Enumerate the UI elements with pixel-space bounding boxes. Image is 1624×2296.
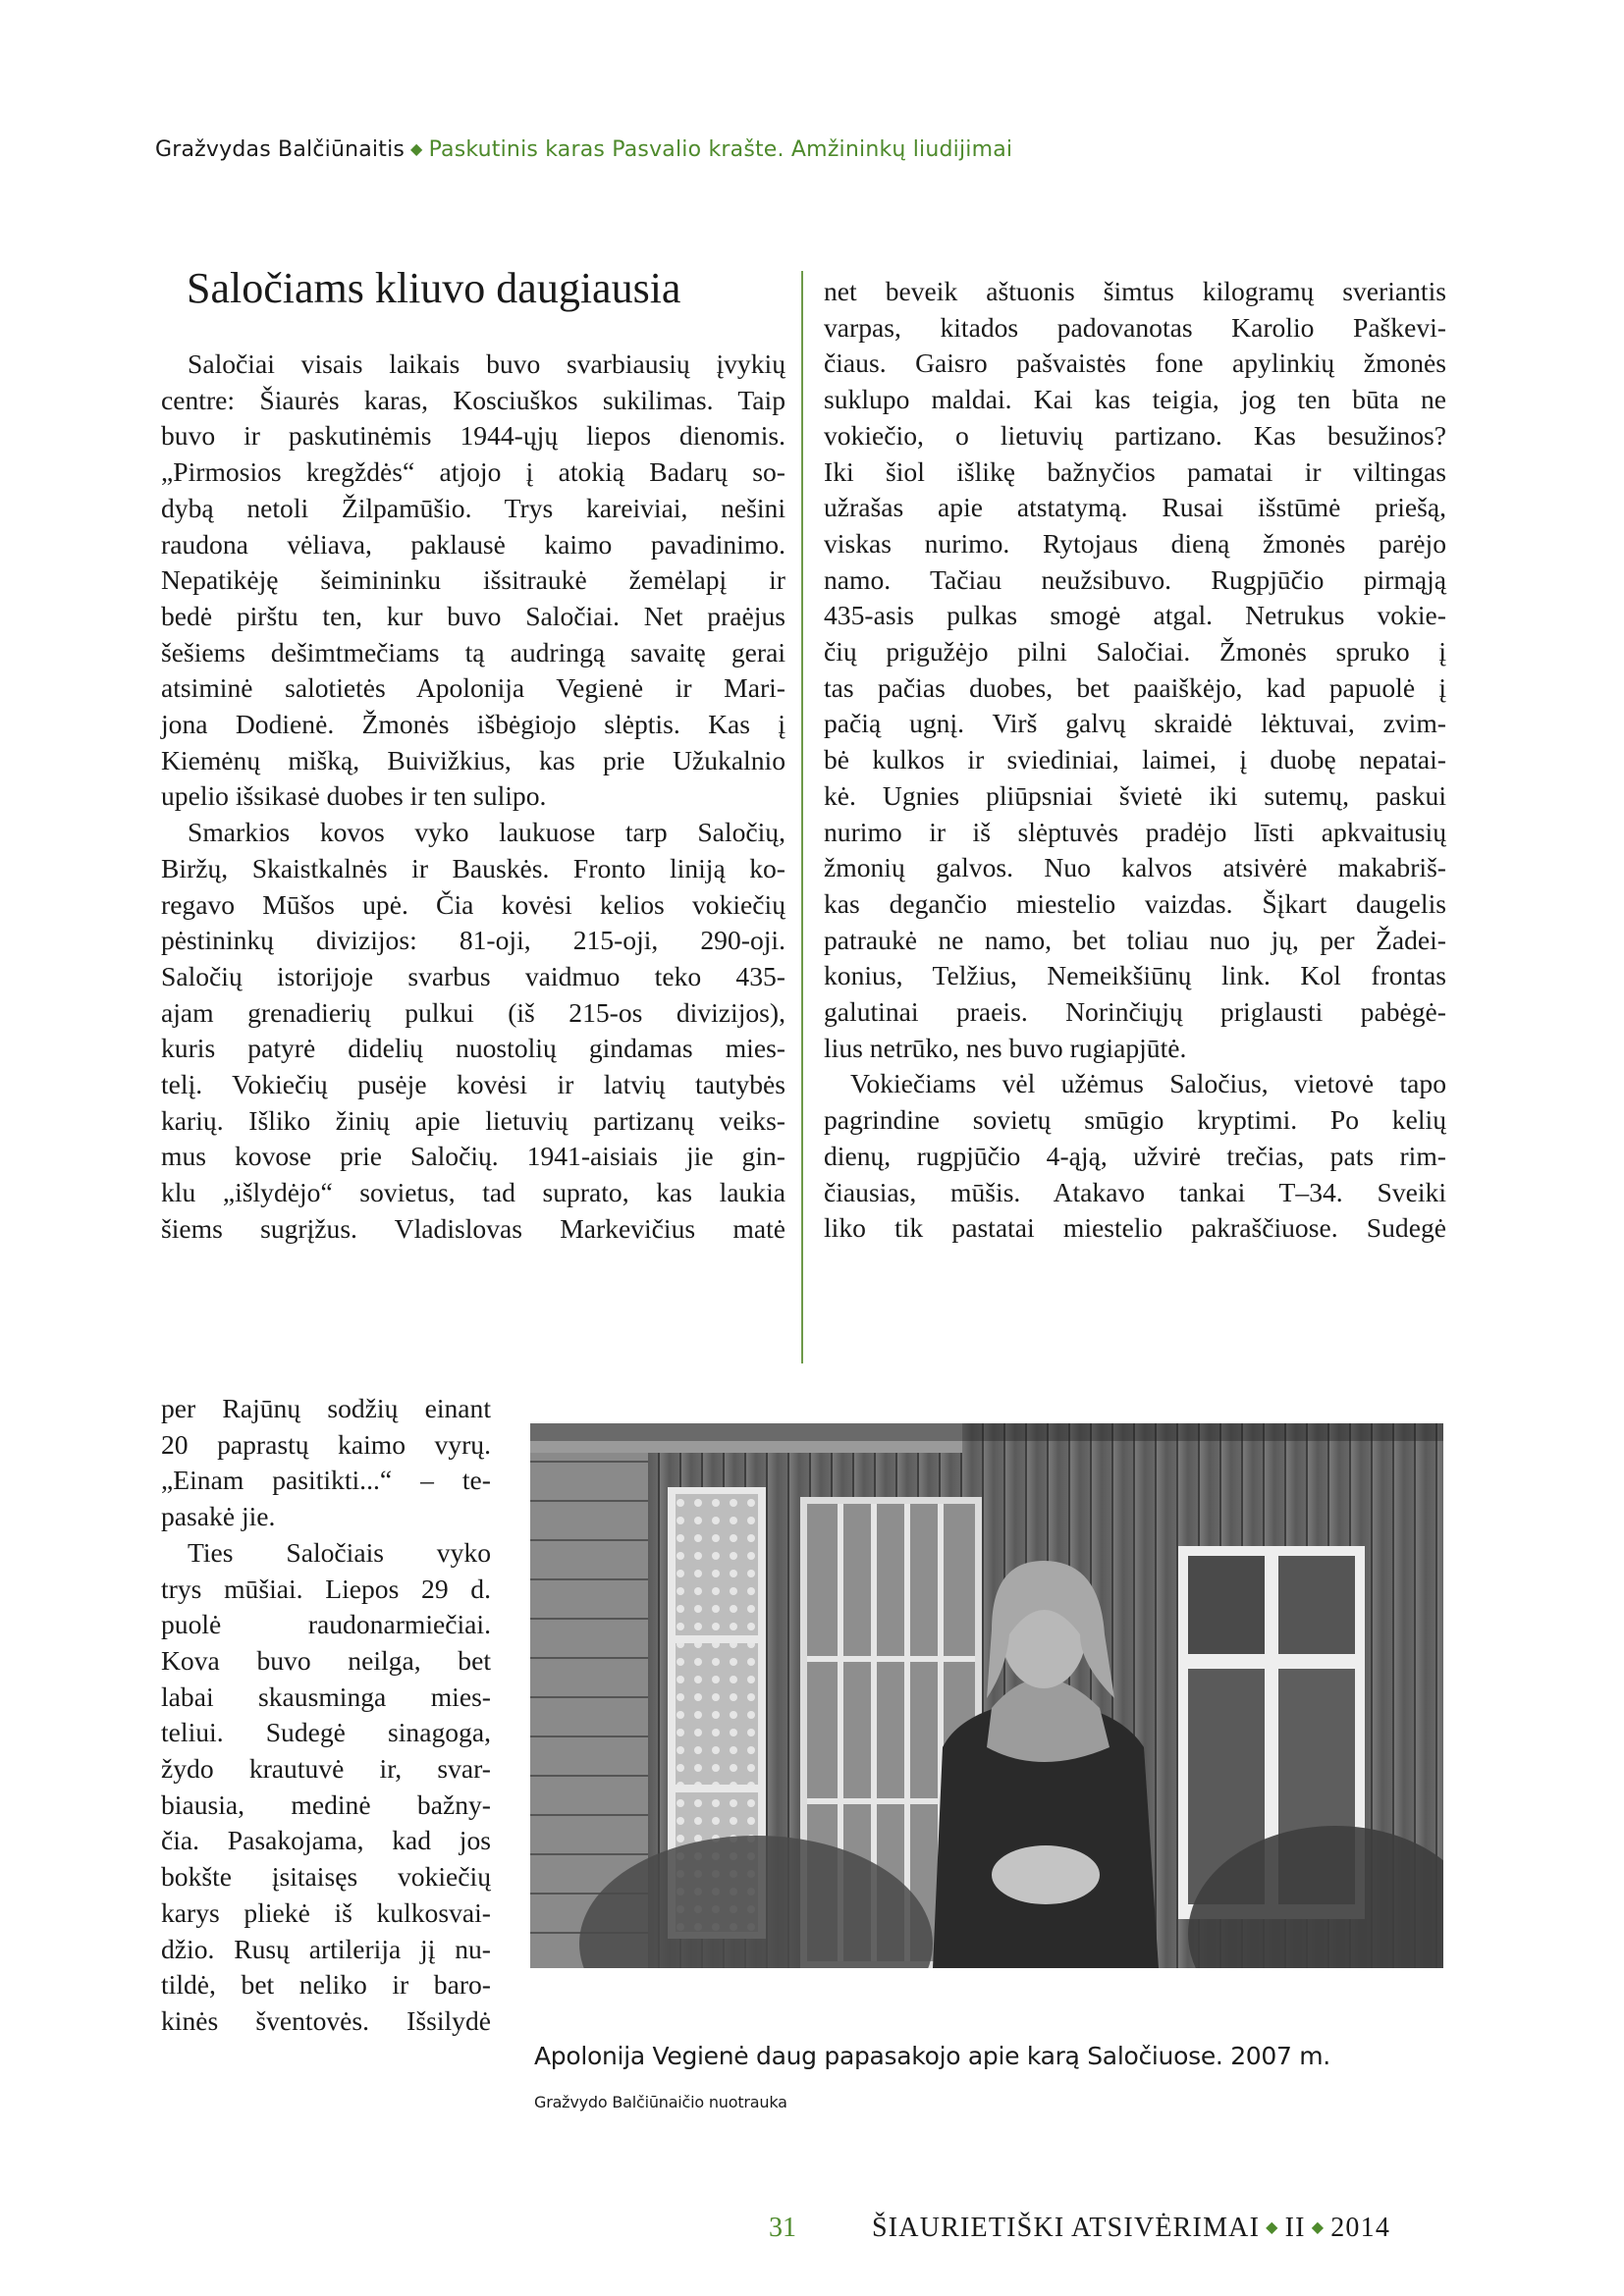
text-line: pagrindine sovietų smūgio kryptimi. Po kelių	[824, 1104, 1446, 1136]
text-line: nurimo ir iš slėptuvės pradėjo līsti apkvaitusių	[824, 816, 1446, 847]
book-title: Paskutinis karas Pasvalio krašte. Amžininkų liudijimai	[428, 137, 1013, 162]
text-line: lius netrūko, nes buvo rugiapjūtė.	[824, 1032, 1187, 1063]
running-head	[155, 137, 1012, 162]
text-line: Ties Saločiais vyko	[188, 1536, 491, 1568]
journal-info	[872, 2213, 1390, 2244]
author-name: Gražvydas Balčiūnaitis	[155, 137, 406, 162]
text-line: pasakė jie.	[161, 1501, 276, 1532]
text-line: čiaus. Gaisro pašvaistės fone apylinkių žmonės	[824, 347, 1446, 379]
text-line: 435-asis pulkas smogė atgal. Netrukus vokie-	[824, 600, 1446, 631]
left-column-wrap-around-photo	[161, 1391, 491, 2040]
text-line: galutinai praeis. Norinčiųjų priglausti pabėgė-	[824, 996, 1446, 1028]
text-line: patraukė ne namo, bet toliau nuo jų, per Žadei-	[824, 924, 1446, 955]
left-column	[161, 347, 785, 1248]
text-line: pačią ugnį. Virš galvų skraidė lėktuvai, zvim-	[824, 708, 1446, 739]
photo-caption: Apolonija Vegienė daug papasakojo apie karą Saločiuose. 2007 m.	[534, 2042, 1330, 2070]
text-line: bė kulkos ir sviediniai, laimei, į duobę nepatai-	[824, 744, 1446, 775]
text-line: regavo Mūšos upė. Čia kovėsi kelios vokiečių	[161, 888, 785, 920]
text-line: mus kovose prie Saločių. 1941-aisiais jie gin-	[161, 1141, 785, 1172]
text-line: Iki šiol išlikę bažnyčios pamatai ir viltingas	[824, 455, 1446, 487]
text-line: Smarkios kovos vyko laukuose tarp Saločių,	[188, 817, 785, 848]
text-line: klu „išlydėjo“ sovietus, tad suprato, kas laukia	[161, 1177, 785, 1208]
text-line: čių prigužėjo pilni Saločiai. Žmonės spruko į	[824, 636, 1446, 667]
text-line: suklupo maldai. Kai kas teigia, jog ten būta ne	[824, 384, 1446, 415]
photo-illustration	[530, 1423, 1443, 1968]
text-line: vokiečio, o lietuvių partizano. Kas besužinos?	[824, 419, 1446, 451]
text-line: ajam grenadierių pulkui (iš 215-os divizijos),	[161, 996, 785, 1028]
text-line: puolė raudonarmiečiai.	[161, 1609, 491, 1640]
text-line: kinės šventovės. Išsilydė	[161, 2004, 491, 2036]
text-line: kuris patyrė didelių nuostolių gindamas mies-	[161, 1033, 785, 1064]
text-line: upelio išsikasė duobes ir ten sulipo.	[161, 780, 547, 812]
page-number: 31	[769, 2213, 796, 2243]
text-line: telį. Vokiečių pusėje kovėsi ir latvių tautybės	[161, 1069, 785, 1100]
text-line: varpas, kitados padovanotas Karolio Paškevi-	[824, 311, 1446, 343]
text-line: kė. Ugnies pliūpsniai švietė iki sutemų, paskui	[824, 779, 1446, 811]
text-line: šešiems dešimtmečiams tą audringą savaitę gerai	[161, 636, 785, 667]
text-line: pėstininkų divizijos: 81-oji, 215-oji, 290-oji.	[161, 925, 785, 956]
journal-name: ŠIAURIETIŠKI ATSIVĖRIMAI	[872, 2213, 1261, 2243]
text-line: raudona vėliava, paklausė kaimo pavadinimo.	[161, 528, 785, 560]
text-line: liko tik pastatai miestelio pakraščiuose. Sudegė	[824, 1212, 1446, 1244]
text-line: konius, Telžius, Nemeikšiūnų link. Kol frontas	[824, 960, 1446, 991]
diamond-separator-icon: ◆	[1266, 2219, 1279, 2236]
text-line: buvo ir paskutinėmis 1944-ųjų liepos dienomis.	[161, 420, 785, 452]
text-line: 20 paprastų kaimo vyrų.	[161, 1428, 491, 1460]
text-line: čia. Pasakojama, kad jos	[161, 1825, 491, 1856]
photo-credit: Gražvydo Balčiūnaičio nuotrauka	[534, 2093, 787, 2111]
journal-issue: II	[1284, 2213, 1306, 2243]
text-line: Biržų, Skaistkalnės ir Bauskės. Fronto liniją ko-	[161, 852, 785, 883]
diamond-separator-icon: ◆	[410, 139, 423, 158]
text-line: Nepatikėję šeimininku išsitraukė žemėlapį ir	[161, 564, 785, 596]
text-line: karių. Išliko žinių apie lietuvių partizanų veiks-	[161, 1104, 785, 1136]
text-line: bokšte įsitaisęs vokiečių	[161, 1861, 491, 1893]
text-line: „Einam pasitikti...“ – te-	[161, 1465, 491, 1496]
right-column	[824, 274, 1446, 1247]
section-title: Saločiams kliuvo daugiausia	[187, 264, 681, 312]
text-line: per Rajūnų sodžių einant	[161, 1393, 491, 1423]
text-line: Saločiai visais laikais buvo svarbiausių įvykių	[188, 348, 785, 379]
text-line: Saločių istorijoje svarbus vaidmuo teko 435-	[161, 960, 785, 991]
journal-year: 2014	[1330, 2213, 1391, 2243]
text-line: „Pirmosios kregždės“ atjojo į atokią Badarų so-	[161, 456, 785, 488]
text-line: kas degančio miestelio vaizdas. Šįkart daugelis	[824, 887, 1446, 919]
text-line: dienų, rugpjūčio 4-ąją, užvirė trečias, pats rim-	[824, 1140, 1446, 1171]
text-line: trys mūšiai. Liepos 29 d.	[161, 1573, 491, 1604]
text-line: užrašas apie atstatymą. Rusai išstūmė priešą,	[824, 492, 1446, 523]
text-line: bedė pirštu ten, kur buvo Saločiai. Net praėjus	[161, 600, 785, 631]
text-line: karys pliekė iš kulkosvai-	[161, 1896, 491, 1928]
text-line: žydo krautuvė ir, svar-	[161, 1753, 491, 1785]
text-line: centre: Šiaurės karas, Kosciuškos sukilimas. Taip	[161, 384, 785, 415]
photo-woman-by-house	[530, 1423, 1443, 1968]
text-line: viskas nurimo. Rytojaus dieną žmonės parėjo	[824, 527, 1446, 559]
text-line: šiems sugrįžus. Vladislovas Markevičius matė	[161, 1212, 785, 1244]
text-line: tildė, bet neliko ir baro-	[161, 1969, 491, 2001]
text-line: jona Dodienė. Žmonės išbėgiojo slėptis. Kas į	[161, 709, 785, 740]
text-line: dybą netoli Žilpamūšio. Trys kareiviai, nešini	[161, 492, 785, 523]
text-line: tas pačias duobes, bet paaiškėjo, kad papuolė į	[824, 671, 1446, 703]
diamond-separator-icon: ◆	[1311, 2219, 1326, 2236]
text-line: biausia, medinė bažny-	[161, 1789, 491, 1820]
column-divider	[801, 271, 803, 1363]
text-line: teliui. Sudegė sinagoga,	[161, 1717, 491, 1748]
text-line: atsiminė salotietės Apolonija Vegienė ir Mari-	[161, 672, 785, 704]
text-line: labai skausminga mies-	[161, 1681, 491, 1712]
text-line: čiausias, mūšis. Atakavo tankai T–34. Sveiki	[824, 1176, 1446, 1207]
text-line: Kiemėnų mišką, Buivižkius, kas prie Užukalnio	[161, 744, 785, 775]
text-line: namo. Tačiau neužsibuvo. Rugpjūčio pirmąją	[824, 563, 1446, 595]
page-footer	[0, 2213, 1624, 2252]
text-line: net beveik aštuonis šimtus kilogramų sveriantis	[824, 276, 1446, 306]
text-line: džio. Rusų artilerija jį nu-	[161, 1933, 491, 1964]
text-line: Kova buvo neilga, bet	[161, 1644, 491, 1676]
text-line: žmonių galvos. Nuo kalvos atsivėrė makabriš-	[824, 852, 1446, 883]
text-line: Vokiečiams vėl užėmus Saločius, vietovė tapo	[850, 1068, 1446, 1099]
